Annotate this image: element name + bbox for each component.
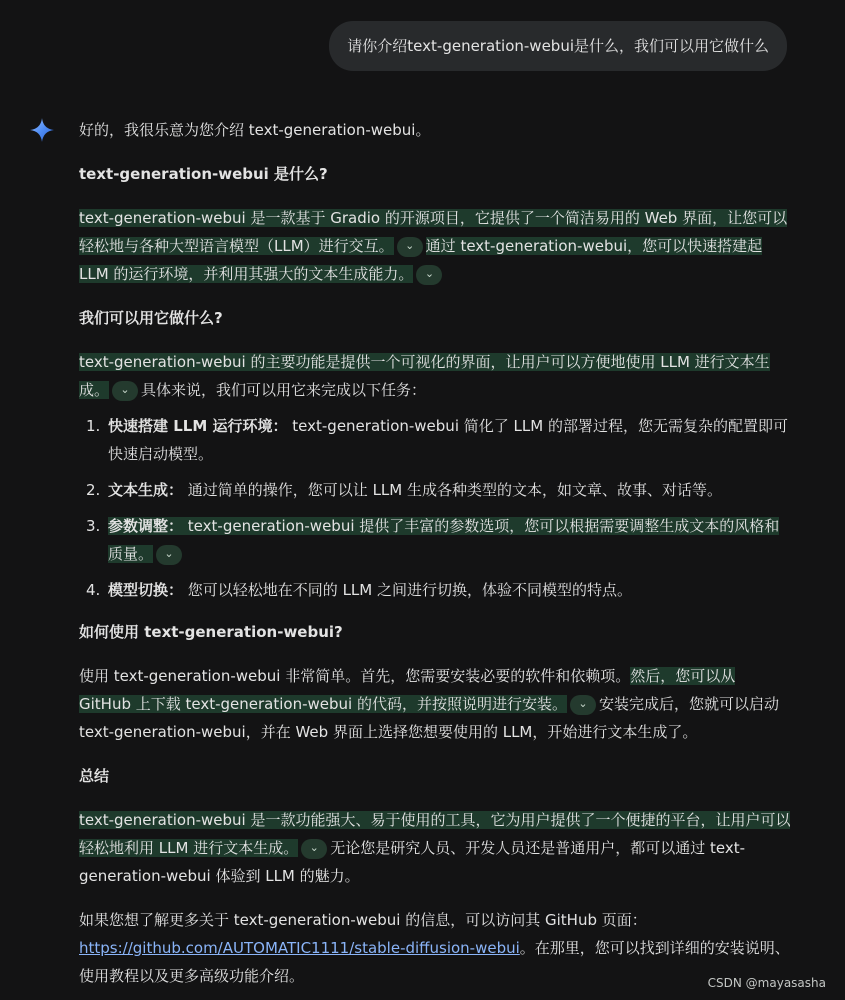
github-link[interactable]: https://github.com/AUTOMATIC1111/stable-diffusion-webui bbox=[79, 939, 520, 957]
paragraph-how bbox=[79, 662, 791, 746]
source-chip-chevron-down-icon[interactable]: ⌄ bbox=[570, 695, 596, 715]
list-item: 4. 模型切换： 您可以轻松地在不同的 LLM 之间进行切换，体验不同模型的特点。 bbox=[86, 581, 632, 599]
highlighted-text: 然后，您可以从 GitHub 上下载 text-generation-webui 的代码，并按照说明进行安装。 bbox=[79, 667, 736, 713]
intro-text: 好的，我很乐意为您介绍 text-generation-webui。 bbox=[79, 121, 431, 139]
highlighted-text: text-generation-webui 是一款功能强大、易于使用的工具，它为用户提供了一个便捷的平台，让用户可以轻松地利用 LLM 进行文本生成。 bbox=[79, 811, 791, 857]
paragraph-uses bbox=[79, 348, 791, 404]
paragraph-summary bbox=[79, 806, 791, 890]
paragraph-text: 无论您是研究人员、开发人员还是普通用户，都可以通过 text-generation-webui 体验到 LLM 的魅力。 bbox=[79, 839, 745, 885]
section-heading-what: text-generation-webui 是什么? bbox=[79, 165, 328, 183]
section-heading-how: 如何使用 text-generation-webui? bbox=[79, 623, 343, 641]
list-item-text: 通过简单的操作，您可以让 LLM 生成各种类型的文本，如文章、故事、对话等。 bbox=[187, 481, 722, 499]
paragraph-text: 。在那里，您可以找到详细的安装说明、使用教程以及更多高级功能介绍。 bbox=[79, 939, 790, 985]
section-heading-uses: 我们可以用它做什么? bbox=[79, 309, 223, 327]
section-heading-summary: 总结 bbox=[79, 767, 110, 785]
highlighted-text: text-generation-webui 是一款基于 Gradio 的开源项目，它提供了一个简洁易用的 Web 界面，让您可以轻松地与各种大型语言模型（LLM）进行交互。 bbox=[79, 209, 788, 255]
list-item: 1. 快速搭建 LLM 运行环境： text-generation-webui 简化了 LLM 的部署过程，您无需复杂的配置即可快速启动模型。 bbox=[86, 417, 788, 463]
list-item-title: 文本生成： bbox=[108, 481, 184, 499]
source-chip-chevron-down-icon[interactable]: ⌄ bbox=[397, 237, 423, 257]
highlighted-text: 通过 text-generation-webui，您可以快速搭建起 LLM 的运行环境，并利用其强大的文本生成能力。 bbox=[79, 237, 763, 283]
list-item-text: text-generation-webui 简化了 LLM 的部署过程，您无需复杂的配置即可快速启动模型。 bbox=[108, 417, 788, 463]
paragraph-text: 具体来说，我们可以用它来完成以下任务： bbox=[141, 381, 427, 399]
paragraph-text: 安装完成后，您就可以启动 text-generation-webui，并在 Web 界面上选择您想要使用的 LLM，开始进行文本生成了。 bbox=[79, 695, 780, 741]
list-item: 3. 参数调整： text-generation-webui 提供了丰富的参数选项，您可以根据需要调整生成文本的风格和质量。 ⌄ bbox=[86, 517, 780, 563]
list-item: 2. 文本生成： 通过简单的操作，您可以让 LLM 生成各种类型的文本，如文章、故事、对话等。 bbox=[86, 481, 722, 499]
list-item-title: 参数调整： bbox=[108, 517, 184, 535]
source-chip-chevron-down-icon[interactable]: ⌄ bbox=[416, 265, 442, 285]
highlighted-text: text-generation-webui 的主要功能是提供一个可视化的界面，让用户可以方便地使用 LLM 进行文本生成。 bbox=[79, 353, 770, 399]
source-chip-chevron-down-icon[interactable]: ⌄ bbox=[301, 839, 327, 859]
paragraph-what bbox=[79, 204, 791, 288]
user-message-text: 请你介绍text-generation-webui是什么，我们可以用它做什么 bbox=[347, 37, 769, 55]
user-message-bubble bbox=[329, 21, 787, 71]
assistant-response bbox=[79, 116, 791, 990]
source-chip-chevron-down-icon[interactable]: ⌄ bbox=[156, 545, 182, 565]
task-list bbox=[79, 412, 791, 604]
gemini-sparkle-icon bbox=[29, 117, 55, 143]
paragraph-text: 如果您想了解更多关于 text-generation-webui 的信息，可以访问其 GitHub 页面： bbox=[79, 911, 647, 929]
source-chip-chevron-down-icon[interactable]: ⌄ bbox=[112, 381, 138, 401]
list-item-text: 您可以轻松地在不同的 LLM 之间进行切换，体验不同模型的特点。 bbox=[187, 581, 632, 599]
watermark: CSDN @mayasasha bbox=[707, 976, 826, 990]
paragraph-more-info bbox=[79, 906, 791, 990]
list-item-title: 快速搭建 LLM 运行环境： bbox=[108, 417, 288, 435]
list-item-title: 模型切换： bbox=[108, 581, 184, 599]
list-item-text: text-generation-webui 提供了丰富的参数选项，您可以根据需要调整生成文本的风格和质量。 bbox=[108, 517, 780, 563]
paragraph-text: 使用 text-generation-webui 非常简单。首先，您需要安装必要的软件和依赖项。 bbox=[79, 667, 631, 685]
